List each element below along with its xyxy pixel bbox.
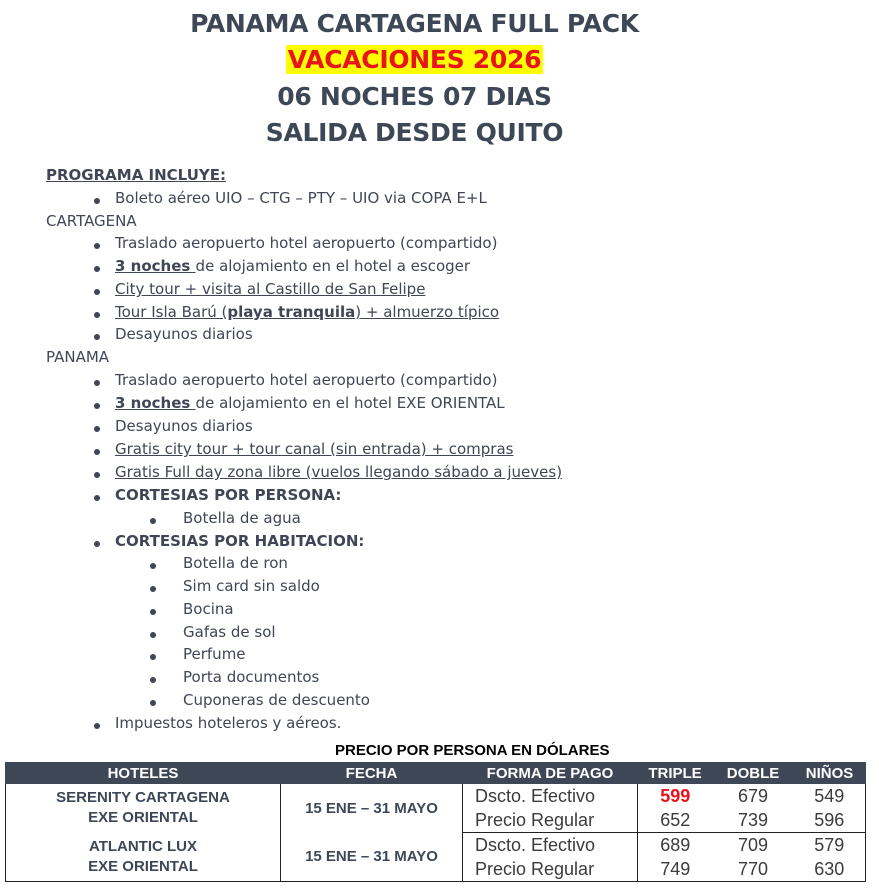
courtesy-room-item: Cuponeras de descuento — [183, 691, 370, 709]
price-cell: 689 — [660, 834, 691, 855]
price-cell: 739 — [713, 808, 794, 833]
bullet-icon — [94, 380, 100, 386]
table-row — [6, 784, 866, 809]
table-header-row — [6, 763, 866, 784]
courtesy-room-label: CORTESIAS POR HABITACION: — [115, 532, 365, 550]
hotel-cell — [6, 833, 281, 882]
panama-breakfast: Desayunos diarios — [115, 417, 253, 435]
nights-rest: de alojamiento en el hotel EXE ORIENTAL — [195, 394, 505, 412]
column-header: FORMA DE PAGO — [463, 763, 638, 784]
column-header: HOTELES — [6, 763, 281, 784]
cartagena-breakfast: Desayunos diarios — [115, 325, 253, 343]
baru-text: Tour Isla Barú ( — [115, 303, 228, 321]
price-cell: 596 — [794, 808, 866, 833]
payment-cell: Dscto. Efectivo — [463, 833, 638, 858]
courtesy-person-item: Botella de agua — [183, 509, 301, 527]
bullet-icon — [150, 563, 156, 569]
bullet-icon — [150, 677, 156, 683]
departure-title: SALIDA DESDE QUITO — [265, 118, 564, 147]
cartagena-nights — [115, 257, 470, 275]
courtesy-room-item: Porta documentos — [183, 668, 320, 686]
column-header: NIÑOS — [794, 763, 866, 784]
panama-transfer: Traslado aeropuerto hotel aeropuerto (compartido) — [115, 371, 498, 389]
bullet-icon — [150, 700, 156, 706]
column-header: TRIPLE — [638, 763, 713, 784]
bullet-icon — [150, 609, 156, 615]
bullet-icon — [94, 472, 100, 478]
page-title: PANAMA CARTAGENA FULL PACK — [190, 9, 639, 38]
bullet-icon — [94, 403, 100, 409]
nights-rest: de alojamiento en el hotel a escoger — [195, 257, 471, 275]
payment-cell: Precio Regular — [463, 808, 638, 833]
cartagena-transfer: Traslado aeropuerto hotel aeropuerto (compartido) — [115, 234, 498, 252]
taxes-item: Impuestos hoteleros y aéreos. — [115, 714, 342, 732]
price-table — [5, 762, 866, 882]
bullet-icon — [94, 541, 100, 547]
payment-cell: Precio Regular — [463, 857, 638, 882]
panama-city-tour: Gratis city tour + tour canal (sin entrada) + compras — [115, 440, 514, 458]
bullet-icon — [94, 495, 100, 501]
baru-bold: playa tranquila — [227, 303, 356, 321]
panama-label: PANAMA — [46, 348, 110, 366]
flight-item: Boleto aéreo UIO – CTG – PTY – UIO via COPA E+L — [115, 189, 487, 207]
program-heading: PROGRAMA INCLUYE: — [46, 166, 226, 184]
payment-cell: Dscto. Efectivo — [463, 784, 638, 809]
bullet-icon — [94, 266, 100, 272]
bullet-icon — [150, 654, 156, 660]
courtesy-room-item: Bocina — [183, 600, 234, 618]
courtesy-room-item: Sim card sin saldo — [183, 577, 320, 595]
courtesy-person-label: CORTESIAS POR PERSONA: — [115, 486, 342, 504]
hotel-name: EXE ORIENTAL — [88, 857, 198, 875]
price-table-title: PRECIO POR PERSONA EN DÓLARES — [335, 742, 610, 759]
date-cell: 15 ENE – 31 MAYO — [281, 833, 463, 882]
courtesy-room-item: Botella de ron — [183, 554, 288, 572]
bullet-icon — [94, 426, 100, 432]
price-cell: 709 — [737, 834, 769, 855]
price-cell: 579 — [814, 834, 845, 855]
cartagena-label: CARTAGENA — [46, 212, 137, 230]
bullet-icon — [150, 632, 156, 638]
hotel-name: ATLANTIC LUX — [88, 837, 198, 855]
baru-text-end: ) + almuerzo típico — [355, 303, 500, 321]
season-banner — [0, 45, 829, 74]
price-cell: 749 — [638, 857, 713, 882]
price-cell: 549 — [814, 785, 845, 806]
table-row — [6, 833, 866, 858]
bullet-icon — [94, 334, 100, 340]
bullet-icon — [94, 289, 100, 295]
bullet-icon — [94, 723, 100, 729]
courtesy-room-item: Perfume — [183, 645, 246, 663]
nights-bold: 3 noches — [115, 257, 196, 275]
date-cell: 15 ENE – 31 MAYO — [281, 784, 463, 833]
bullet-icon — [150, 518, 156, 524]
bullet-icon — [150, 586, 156, 592]
panama-nights — [115, 394, 505, 412]
cartagena-baru-tour — [115, 303, 499, 321]
column-header: FECHA — [281, 763, 463, 784]
bullet-icon — [94, 198, 100, 204]
price-cell: 679 — [737, 785, 769, 806]
bullet-icon — [94, 449, 100, 455]
hotel-name: EXE ORIENTAL — [88, 809, 198, 827]
hotel-cell — [6, 784, 281, 833]
courtesy-room-item: Gafas de sol — [183, 623, 276, 641]
duration-title: 06 NOCHES 07 DIAS — [277, 82, 552, 111]
cartagena-city-tour: City tour + visita al Castillo de San Felipe — [115, 280, 426, 298]
column-header: DOBLE — [713, 763, 794, 784]
hotel-name: SERENITY CARTAGENA — [56, 789, 230, 807]
nights-bold: 3 noches — [115, 394, 196, 412]
price-cell: 652 — [638, 808, 713, 833]
bullet-icon — [94, 243, 100, 249]
bullet-icon — [94, 312, 100, 318]
panama-free-zone: Gratis Full day zona libre (vuelos llegando sábado a jueves) — [115, 463, 563, 481]
price-cell: 770 — [713, 857, 794, 882]
season-highlight: VACACIONES 2026 — [287, 45, 542, 74]
price-cell: 630 — [794, 857, 866, 882]
price-cell: 599 — [660, 785, 691, 806]
